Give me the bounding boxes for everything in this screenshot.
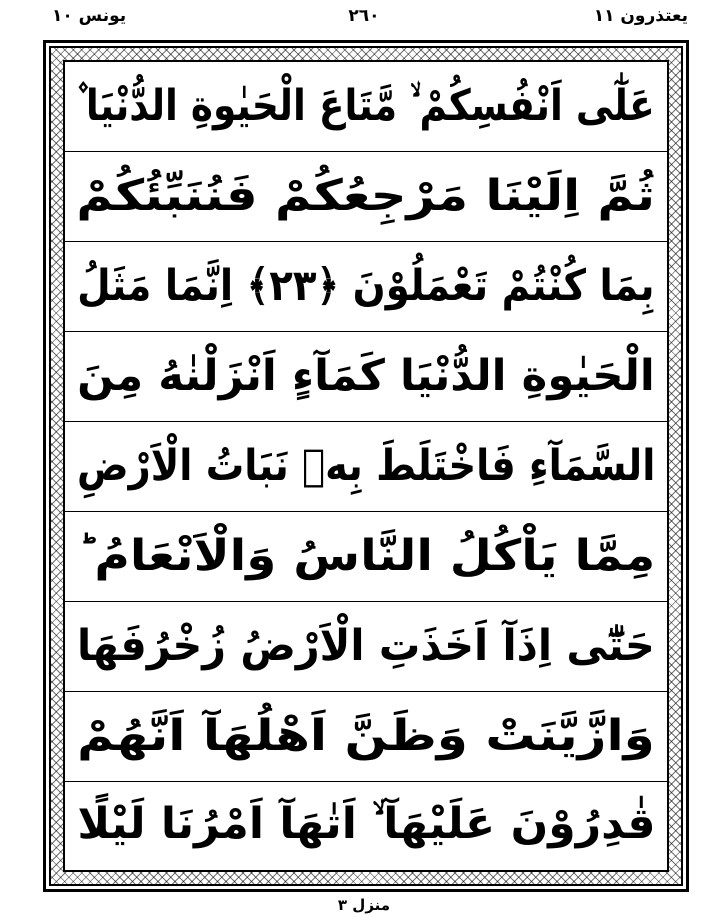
verse-line-text: قٰدِرُوْنَ عَلَيْهَآ ۙ اَتٰهَآ اَمْرُنَا لَيْلًا bbox=[76, 798, 656, 849]
verse-line-2 bbox=[65, 152, 667, 242]
verse-line-text: السَّمَآءِ فَاخْتَلَطَ بِهٖ نَبَاتُ الْاَرْضِ bbox=[76, 441, 656, 491]
page-header bbox=[0, 0, 728, 38]
verse-line-text: الْحَيٰوةِ الدُّنْيَا كَمَآءٍ اَنْزَلْنٰهُ مِنَ bbox=[77, 351, 655, 401]
verse-lines bbox=[65, 62, 667, 870]
verse-line-text: مِمَّا يَاْكُلُ النَّاسُ وَالْاَنْعَامُ ؕ bbox=[77, 531, 655, 581]
verse-line-3 bbox=[65, 242, 667, 332]
verse-line-text: وَازَّيَّنَتْ وَظَنَّ اَهْلُهَآ اَنَّهُمْ bbox=[77, 711, 655, 761]
verse-line-7 bbox=[65, 602, 667, 692]
page-number: ٢٦٠ bbox=[348, 6, 380, 26]
verse-line-1 bbox=[65, 62, 667, 152]
surah-name: يونس ١٠ bbox=[52, 6, 127, 26]
verse-line-8 bbox=[65, 692, 667, 782]
verse-line-5 bbox=[65, 422, 667, 512]
juz-name: يعتذرون ١١ bbox=[593, 6, 688, 26]
verse-line-text: بِمَا كُنْتُمْ تَعْمَلُوْنَ ﴿٢٣﴾ اِنَّمَا مَثَلُ bbox=[77, 261, 655, 311]
text-area bbox=[63, 60, 669, 872]
manzil-footer: منزل ٣ bbox=[337, 896, 391, 914]
verse-line-6 bbox=[65, 512, 667, 602]
verse-line-9 bbox=[65, 782, 667, 866]
decorative-border-band bbox=[49, 46, 683, 886]
verse-line-text: عَلٰٓى اَنْفُسِكُمْ ۙ مَّتَاعَ الْحَيٰوةِ الدُّنْيَا ۫ bbox=[76, 81, 656, 131]
page-border bbox=[43, 40, 689, 892]
verse-line-text: ثُمَّ اِلَيْنَا مَرْجِعُكُمْ فَنُنَبِّئُكُمْ bbox=[76, 171, 656, 221]
verse-line-text: حَتّٰٓى اِذَآ اَخَذَتِ الْاَرْضُ زُخْرُفَهَا bbox=[77, 621, 655, 671]
verse-line-4 bbox=[65, 332, 667, 422]
